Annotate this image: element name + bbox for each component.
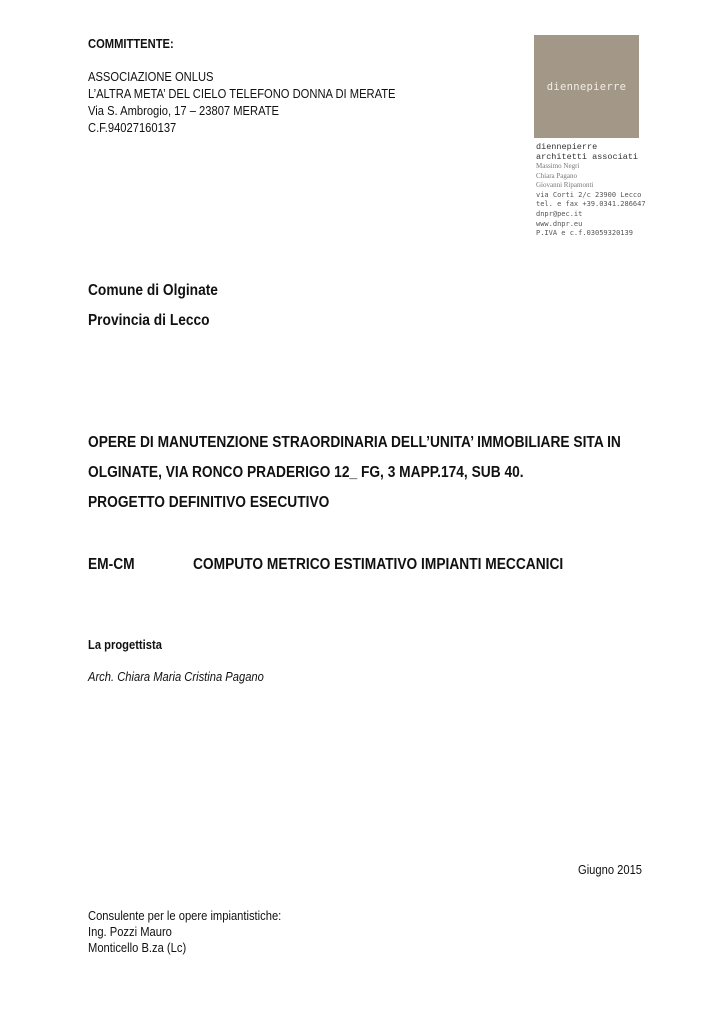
comune-heading: Comune di Olginate [88, 282, 218, 299]
consultant-location: Monticello B.za (Lc) [88, 940, 187, 955]
client-block [88, 68, 446, 136]
consultant-label: Consulente per le opere impiantistiche: [88, 908, 282, 923]
client-association-type: ASSOCIAZIONE ONLUS [88, 69, 214, 84]
studio-info-block [536, 142, 646, 239]
studio-address: via Corti 2/c 23900 Lecco [536, 190, 642, 199]
studio-logo-text: diennepierre [546, 80, 627, 93]
project-title-line: OLGINATE, VIA RONCO PRADERIGO 12_ FG, 3 MAPP.174, SUB 40. [88, 464, 524, 481]
studio-partner: Chiara Pagano [536, 171, 578, 180]
studio-partner: Giovanni Ripamonti [536, 181, 594, 190]
project-title-block [88, 428, 708, 518]
studio-subtitle: architetti associati [536, 152, 639, 162]
document-date: Giugno 2015 [578, 862, 643, 877]
studio-name: diennepierre [536, 142, 598, 152]
studio-vat: P.IVA e c.f.03059320139 [536, 229, 633, 238]
consultant-name: Ing. Pozzi Mauro [88, 924, 172, 939]
studio-partner: Massimo Negri [536, 162, 580, 170]
document-title: COMPUTO METRICO ESTIMATIVO IMPIANTI MECCANICI [193, 556, 564, 573]
consultant-block [88, 908, 313, 956]
studio-logo [534, 35, 639, 138]
studio-website: www.dnpr.eu [536, 219, 583, 228]
document-code: EM-CM [88, 556, 135, 573]
client-address: Via S. Ambrogio, 17 – 23807 MERATE [88, 103, 280, 118]
client-fiscal-code: C.F.94027160137 [88, 120, 177, 135]
studio-phone: tel. e fax +39.0341.286647 [536, 200, 646, 209]
committente-label: COMMITTENTE: [88, 36, 174, 51]
progettista-label: La progettista [88, 637, 162, 652]
client-association-name: L’ALTRA META’ DEL CIELO TELEFONO DONNA DI MERATE [88, 86, 396, 101]
project-title-line: OPERE DI MANUTENZIONE STRAORDINARIA DELL’UNITA’ IMMOBILIARE SITA IN [88, 434, 621, 451]
project-phase: PROGETTO DEFINITIVO ESECUTIVO [88, 494, 330, 511]
studio-pec: dnpr@pec.it [536, 209, 583, 218]
progettista-name: Arch. Chiara Maria Cristina Pagano [88, 669, 264, 684]
provincia-heading: Provincia di Lecco [88, 312, 210, 329]
